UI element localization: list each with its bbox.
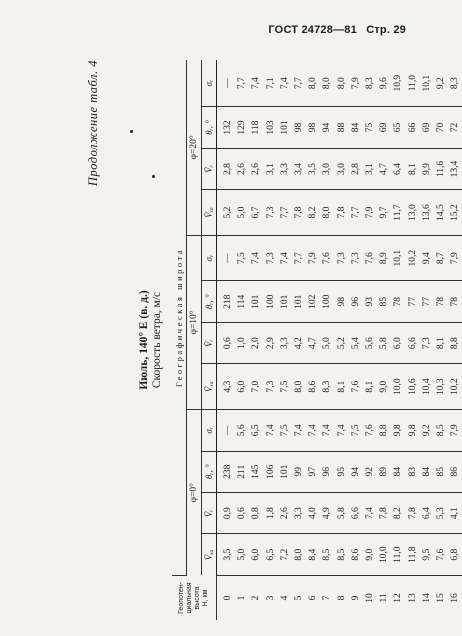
value-cell: 5,6 — [235, 410, 249, 451]
value-cell: 3,0 — [320, 148, 334, 189]
value-cell: 85 — [434, 451, 448, 492]
value-cell: 8,2 — [391, 492, 405, 533]
continuation-label: Продолжение табл. 4 — [86, 60, 100, 187]
value-cell: — — [217, 60, 236, 107]
value-cell: 2,6 — [278, 492, 292, 533]
value-cell: 101 — [278, 281, 292, 322]
value-cell: 95 — [335, 451, 349, 492]
value-cell: 4,1 — [448, 492, 462, 533]
value-cell: 132 — [217, 107, 236, 148]
value-cell: 7,3 — [349, 235, 363, 281]
value-cell: 7,4 — [320, 410, 334, 451]
value-cell: 8,0 — [292, 534, 306, 575]
height-cell: 8 — [336, 595, 347, 601]
value-cell: 8,5 — [320, 534, 334, 575]
value-cell: 8,7 — [434, 235, 448, 281]
value-cell: 10,6 — [406, 364, 420, 410]
value-cell: 238 — [217, 451, 236, 492]
col-header: V̄ₓₐ — [202, 534, 217, 575]
value-cell: 94 — [320, 107, 334, 148]
table-row — [264, 60, 278, 620]
height-cell: 2 — [251, 595, 262, 601]
height-cell: 11 — [379, 593, 390, 603]
value-cell: 6,4 — [420, 492, 434, 533]
value-cell: 85 — [377, 281, 391, 322]
table-row — [363, 60, 377, 620]
value-cell: 8,8 — [377, 410, 391, 451]
value-cell: 7,8 — [335, 190, 349, 236]
value-cell: 11,8 — [406, 534, 420, 575]
value-cell: 7,9 — [448, 235, 462, 281]
value-cell: 8,0 — [306, 60, 320, 107]
value-cell: 8,1 — [335, 364, 349, 410]
value-cell: 4,7 — [306, 322, 320, 363]
value-cell: 7,9 — [349, 60, 363, 107]
value-cell: 7,9 — [363, 190, 377, 236]
col-header: V̄ₓₐ — [202, 190, 217, 236]
value-cell: 7,5 — [349, 410, 363, 451]
value-cell: 84 — [420, 451, 434, 492]
height-cell: 12 — [393, 593, 404, 603]
value-cell: 4,7 — [377, 148, 391, 189]
value-cell: 101 — [278, 451, 292, 492]
table-row — [335, 60, 349, 620]
value-cell: 3,0 — [335, 148, 349, 189]
value-cell: 8,0 — [335, 60, 349, 107]
table-row — [349, 60, 363, 620]
value-cell: 7,8 — [406, 492, 420, 533]
value-cell: — — [217, 235, 236, 281]
value-cell: 78 — [448, 281, 462, 322]
value-cell: 8,0 — [292, 364, 306, 410]
value-cell: 8,1 — [434, 322, 448, 363]
value-cell: 5,3 — [434, 492, 448, 533]
value-cell: 100 — [320, 281, 334, 322]
value-cell: 8,2 — [306, 190, 320, 236]
rotated-table-block — [80, 60, 461, 620]
height-cell: 10 — [365, 593, 376, 603]
col-header: θᵣ, ° — [202, 107, 217, 148]
height-column-header: Геопотен- циальная высота H, км — [172, 575, 217, 620]
wind-speed-table — [172, 60, 462, 620]
value-cell: 9,2 — [420, 410, 434, 451]
value-cell: 3,3 — [278, 322, 292, 363]
value-cell: 7,3 — [264, 190, 278, 236]
value-cell: 5,0 — [235, 190, 249, 236]
value-cell: 4,0 — [306, 492, 320, 533]
value-cell: — — [217, 410, 236, 451]
value-cell: 7,8 — [377, 492, 391, 533]
height-cell: 7 — [322, 595, 333, 601]
value-cell: 6,7 — [249, 190, 263, 236]
value-cell: 7,9 — [448, 410, 462, 451]
value-cell: 11,7 — [391, 190, 405, 236]
value-cell: 3,4 — [292, 148, 306, 189]
height-cell: 9 — [350, 595, 361, 601]
table-row — [306, 60, 320, 620]
value-cell: 13,6 — [420, 190, 434, 236]
value-cell: 10,1 — [391, 235, 405, 281]
value-cell: 10,0 — [377, 534, 391, 575]
value-cell: 9,0 — [377, 364, 391, 410]
value-cell: 101 — [249, 281, 263, 322]
value-cell: 7,4 — [278, 60, 292, 107]
value-cell: 0,6 — [217, 322, 236, 363]
value-cell: 7,4 — [249, 235, 263, 281]
lat-group-header: φ=0° — [187, 410, 202, 576]
table-row — [406, 60, 420, 620]
col-header: V̄ᵣ — [202, 322, 217, 363]
value-cell: 98 — [306, 107, 320, 148]
value-cell: 8,0 — [320, 60, 334, 107]
value-cell: 6,8 — [448, 534, 462, 575]
value-cell: 92 — [363, 451, 377, 492]
value-cell: 7,4 — [264, 410, 278, 451]
col-header: θᵣ, ° — [202, 451, 217, 492]
value-cell: 218 — [217, 281, 236, 322]
value-cell: 7,7 — [292, 60, 306, 107]
value-cell: 9,4 — [420, 235, 434, 281]
value-cell: 9,6 — [377, 60, 391, 107]
value-cell: 7,6 — [320, 235, 334, 281]
table-row — [448, 60, 462, 620]
page-number: Стр. 29 — [366, 24, 406, 36]
value-cell: 9,5 — [420, 534, 434, 575]
table-row — [320, 60, 334, 620]
value-cell: 84 — [349, 107, 363, 148]
value-cell: 8,1 — [363, 364, 377, 410]
value-cell: 101 — [292, 281, 306, 322]
value-cell: 7,3 — [335, 235, 349, 281]
value-cell: 9,7 — [377, 190, 391, 236]
value-cell: 7,4 — [249, 60, 263, 107]
value-cell: 7,3 — [264, 364, 278, 410]
value-cell: 96 — [320, 451, 334, 492]
value-cell: 8,3 — [320, 364, 334, 410]
value-cell: 72 — [448, 107, 462, 148]
value-cell: 77 — [420, 281, 434, 322]
value-cell: 10,9 — [391, 60, 405, 107]
col-header: σᵣ — [202, 60, 217, 107]
value-cell: 6,5 — [264, 534, 278, 575]
value-cell: 96 — [349, 281, 363, 322]
value-cell: 9,8 — [391, 410, 405, 451]
value-cell: 4,2 — [292, 322, 306, 363]
table-title — [138, 60, 164, 620]
height-cell: 4 — [279, 595, 290, 601]
table-row — [217, 60, 236, 620]
value-cell: 77 — [406, 281, 420, 322]
value-cell: 7,7 — [349, 190, 363, 236]
value-cell: 97 — [306, 451, 320, 492]
value-cell: 3,3 — [278, 148, 292, 189]
value-cell: 7,7 — [292, 235, 306, 281]
value-cell: 7,6 — [349, 364, 363, 410]
value-cell: 11,6 — [434, 148, 448, 189]
value-cell: 3,1 — [264, 148, 278, 189]
value-cell: 5,8 — [377, 322, 391, 363]
value-cell: 0,9 — [217, 492, 236, 533]
col-header: θᵣ, ° — [202, 281, 217, 322]
value-cell: 8,3 — [448, 60, 462, 107]
value-cell: 78 — [434, 281, 448, 322]
value-cell: 10,4 — [420, 364, 434, 410]
value-cell: 8,5 — [335, 534, 349, 575]
value-cell: 7,5 — [278, 410, 292, 451]
value-cell: 7,6 — [363, 235, 377, 281]
value-cell: 2,6 — [235, 148, 249, 189]
value-cell: 6,4 — [391, 148, 405, 189]
value-cell: 7,1 — [264, 60, 278, 107]
value-cell: 66 — [406, 107, 420, 148]
value-cell: 8,8 — [448, 322, 462, 363]
value-cell: 7,8 — [292, 190, 306, 236]
value-cell: 3,3 — [292, 492, 306, 533]
table-row — [377, 60, 391, 620]
value-cell: 6,0 — [235, 364, 249, 410]
value-cell: 8,0 — [320, 190, 334, 236]
value-cell: 7,6 — [363, 410, 377, 451]
value-cell: 114 — [235, 281, 249, 322]
value-cell: 10,0 — [391, 364, 405, 410]
value-cell: 8,6 — [349, 534, 363, 575]
value-cell: 11,0 — [406, 60, 420, 107]
table-row — [292, 60, 306, 620]
value-cell: 7,2 — [278, 534, 292, 575]
value-cell: 7,5 — [235, 235, 249, 281]
value-cell: 6,6 — [406, 322, 420, 363]
value-cell: 10,2 — [406, 235, 420, 281]
value-cell: 10,1 — [420, 60, 434, 107]
table-row — [434, 60, 448, 620]
value-cell: 7,6 — [434, 534, 448, 575]
value-cell: 83 — [406, 451, 420, 492]
value-cell: 7,9 — [306, 235, 320, 281]
value-cell: 11,0 — [391, 534, 405, 575]
value-cell: 78 — [391, 281, 405, 322]
value-cell: 6,6 — [349, 492, 363, 533]
value-cell: 5,4 — [349, 322, 363, 363]
value-cell: 9,0 — [363, 534, 377, 575]
value-cell: 69 — [420, 107, 434, 148]
height-cell: 15 — [436, 593, 447, 603]
height-cell: 16 — [450, 593, 461, 603]
value-cell: 2,6 — [249, 148, 263, 189]
value-cell: 3,5 — [306, 148, 320, 189]
page-header — [262, 24, 406, 36]
height-cell: 1 — [237, 595, 248, 601]
value-cell: 8,5 — [434, 410, 448, 451]
table-row — [278, 60, 292, 620]
value-cell: 7,4 — [335, 410, 349, 451]
lat-group-header: φ=20° — [187, 60, 202, 235]
title-line-1: Июль, 140° Е (в. д.) — [138, 290, 150, 390]
height-cell: 6 — [308, 595, 319, 601]
value-cell: 7,4 — [278, 235, 292, 281]
value-cell: 1,0 — [235, 322, 249, 363]
value-cell: 8,3 — [363, 60, 377, 107]
table-row — [420, 60, 434, 620]
table-row — [235, 60, 249, 620]
value-cell: 7,4 — [306, 410, 320, 451]
value-cell: 84 — [391, 451, 405, 492]
value-cell: 13,4 — [448, 148, 462, 189]
height-cell: 0 — [223, 595, 233, 601]
value-cell: 106 — [264, 451, 278, 492]
height-cell: 5 — [294, 595, 305, 601]
height-cell: 14 — [421, 593, 432, 603]
latitude-header: Географическая широта — [172, 60, 187, 575]
value-cell: 2,9 — [264, 322, 278, 363]
value-cell: 103 — [264, 107, 278, 148]
value-cell: 7,7 — [235, 60, 249, 107]
value-cell: 2,0 — [249, 322, 263, 363]
col-header: V̄ₓₐ — [202, 364, 217, 410]
value-cell: 118 — [249, 107, 263, 148]
value-cell: 99 — [292, 451, 306, 492]
value-cell: 6,5 — [249, 410, 263, 451]
value-cell: 9,2 — [434, 60, 448, 107]
value-cell: 14,5 — [434, 190, 448, 236]
value-cell: 9,9 — [420, 148, 434, 189]
value-cell: 4,3 — [217, 364, 236, 410]
col-header: σᵣ — [202, 410, 217, 451]
lat-group-header: φ=10° — [187, 235, 202, 409]
value-cell: 5,2 — [217, 190, 236, 236]
value-cell: 8,9 — [377, 235, 391, 281]
value-cell: 93 — [363, 281, 377, 322]
value-cell: 8,1 — [406, 148, 420, 189]
value-cell: 7,4 — [292, 410, 306, 451]
value-cell: 98 — [292, 107, 306, 148]
value-cell: 1,8 — [264, 492, 278, 533]
value-cell: 6,0 — [391, 322, 405, 363]
value-cell: 6,0 — [249, 534, 263, 575]
value-cell: 86 — [448, 451, 462, 492]
value-cell: 102 — [306, 281, 320, 322]
title-line-2: Скорость ветра, м/с — [151, 291, 163, 389]
value-cell: 7,3 — [420, 322, 434, 363]
value-cell: 5,2 — [335, 322, 349, 363]
value-cell: 211 — [235, 451, 249, 492]
value-cell: 75 — [363, 107, 377, 148]
value-cell: 3,1 — [363, 148, 377, 189]
value-cell: 9,8 — [406, 410, 420, 451]
value-cell: 10,3 — [434, 364, 448, 410]
value-cell: 10,2 — [448, 364, 462, 410]
col-header: V̄ᵣ — [202, 492, 217, 533]
value-cell: 7,3 — [264, 235, 278, 281]
value-cell: 145 — [249, 451, 263, 492]
value-cell: 88 — [335, 107, 349, 148]
value-cell: 13,0 — [406, 190, 420, 236]
height-cell: 13 — [407, 593, 418, 603]
value-cell: 89 — [377, 451, 391, 492]
value-cell: 101 — [278, 107, 292, 148]
value-cell: 5,0 — [235, 534, 249, 575]
value-cell: 98 — [335, 281, 349, 322]
col-header: V̄ᵣ — [202, 148, 217, 189]
value-cell: 2,8 — [217, 148, 236, 189]
value-cell: 15,2 — [448, 190, 462, 236]
value-cell: 69 — [377, 107, 391, 148]
table-row — [249, 60, 263, 620]
gost-number: ГОСТ 24728—81 — [268, 24, 357, 36]
value-cell: 7,5 — [278, 364, 292, 410]
value-cell: 4,9 — [320, 492, 334, 533]
table-row — [391, 60, 405, 620]
col-header: σᵣ — [202, 235, 217, 281]
value-cell: 0,8 — [249, 492, 263, 533]
value-cell: 2,8 — [349, 148, 363, 189]
value-cell: 5,8 — [335, 492, 349, 533]
value-cell: 5,6 — [363, 322, 377, 363]
value-cell: 70 — [434, 107, 448, 148]
value-cell: 0,6 — [235, 492, 249, 533]
value-cell: 129 — [235, 107, 249, 148]
value-cell: 8,4 — [306, 534, 320, 575]
value-cell: 7,4 — [363, 492, 377, 533]
value-cell: 8,6 — [306, 364, 320, 410]
value-cell: 65 — [391, 107, 405, 148]
value-cell: 94 — [349, 451, 363, 492]
value-cell: 100 — [264, 281, 278, 322]
height-cell: 3 — [265, 595, 276, 601]
value-cell: 7,7 — [278, 190, 292, 236]
value-cell: 7,0 — [249, 364, 263, 410]
value-cell: 5,0 — [320, 322, 334, 363]
value-cell: 3,5 — [217, 534, 236, 575]
